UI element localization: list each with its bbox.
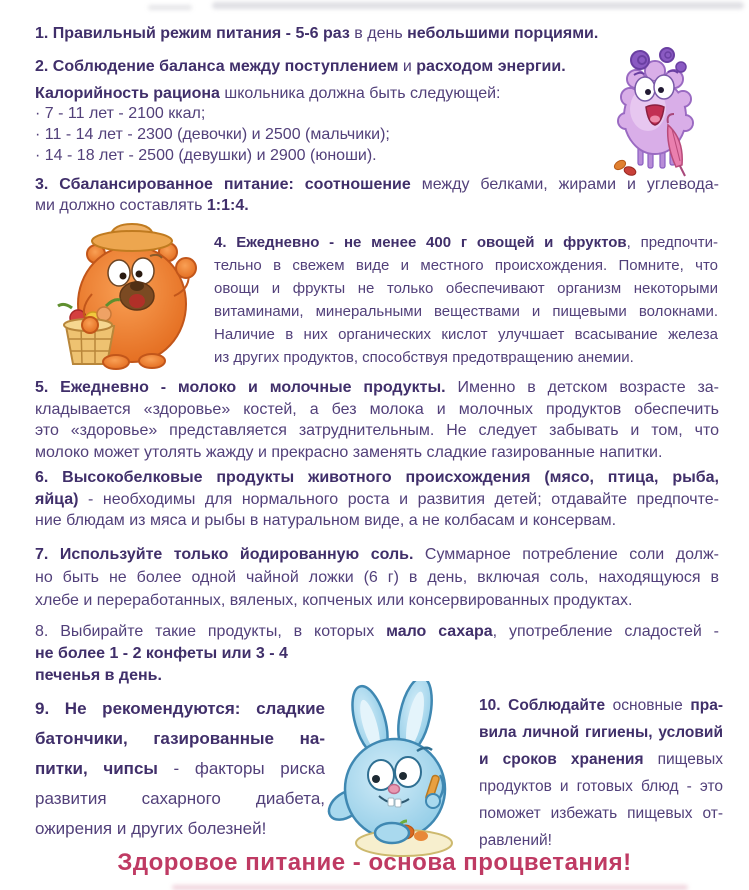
text-segment: пра- <box>690 697 723 714</box>
text-segment: небольшими порциями. <box>407 25 599 42</box>
text-segment: · 11 - 14 лет - 2300 (девочки) и 2500 (мальчики); <box>35 126 390 143</box>
cropped-top-text-remnant <box>148 5 192 10</box>
text-line <box>35 377 719 399</box>
text-segment: Наличие в них органических кислот улучшает всасывание железа <box>214 326 718 343</box>
text-line <box>214 323 718 346</box>
text-line <box>35 83 635 105</box>
text-line <box>479 800 723 827</box>
slogan-healthy-eating: Здоровое питание - основа процветания! <box>117 849 632 876</box>
text-segment: продуктов и готовых блюд - это <box>479 778 723 795</box>
barash-ram-illustration <box>610 47 702 180</box>
text-line <box>214 346 718 369</box>
text-segment: , употребление сладостей - <box>492 623 720 640</box>
blue-rabbit-icon <box>320 681 478 859</box>
text-segment: 5. Ежедневно - молоко и молочные продукты. <box>35 379 446 396</box>
text-line <box>35 694 325 724</box>
rule-10-hygiene-storage <box>479 692 723 854</box>
text-line <box>214 254 718 277</box>
rule-4-fruits-vegetables <box>214 231 718 369</box>
text-line <box>35 23 727 45</box>
text-segment: из других продуктов, способствуя предотвращению анемии. <box>214 349 634 366</box>
text-segment: 8. Выбирайте такие продукты, в которых <box>35 623 387 640</box>
text-segment: в день <box>354 25 408 42</box>
cropped-bottom-remnant <box>172 885 688 890</box>
text-segment: тельно в свежем виде и местного происхождения. Помните, что <box>214 257 718 274</box>
calorie-intro <box>35 83 635 105</box>
text-line <box>35 510 719 532</box>
text-line <box>35 724 325 754</box>
text-segment: поможет избежать пищевых от- <box>479 805 723 822</box>
kopatych-bear-illustration <box>44 222 204 370</box>
text-segment: печенья в день. <box>35 667 162 684</box>
text-line <box>35 643 719 665</box>
text-line <box>35 195 719 216</box>
age-calories-list <box>35 103 635 166</box>
text-line <box>35 442 719 464</box>
rule-1-meal-schedule <box>35 23 727 45</box>
text-segment: между белками, жирами и углевода- <box>421 176 719 193</box>
cropped-top-text-remnant <box>212 2 744 9</box>
text-line <box>35 467 719 489</box>
rule-5-milk-products <box>35 377 719 463</box>
text-segment: кладывается «здоровье» костей, а без молока и молочных продуктов обеспечить <box>35 400 719 418</box>
text-segment: , предпочти- <box>626 234 718 251</box>
text-line <box>35 399 719 421</box>
text-line <box>35 489 719 511</box>
text-segment: 1:1:4. <box>206 197 249 214</box>
text-line <box>35 566 719 589</box>
text-segment: овощи и фрукты не только обеспечивают организм некоторыми <box>214 280 718 297</box>
text-line <box>35 103 635 124</box>
rule-9-not-recommended <box>35 694 325 844</box>
text-line <box>479 719 723 746</box>
text-segment: - необходимы для нормального роста и развития детей; отдавайте предпочте- <box>78 490 719 508</box>
text-line <box>35 56 635 78</box>
text-segment: яйца) <box>35 490 79 508</box>
krosh-rabbit-illustration <box>320 681 478 859</box>
text-segment: · 7 - 11 лет - 2100 ккал; <box>35 105 206 122</box>
text-segment: 10. Соблюдайте <box>479 697 606 714</box>
text-segment: Калорийность рациона <box>35 85 225 102</box>
text-segment: - факторы риска <box>157 759 325 778</box>
text-segment: и <box>402 58 417 75</box>
rule-7-iodized-salt <box>35 543 719 612</box>
rule-8-low-sugar <box>35 621 719 687</box>
text-segment: ние блюдам из мяса и рыбы в натуральном виде, а не колбасам и консервам. <box>35 512 617 529</box>
text-line <box>35 814 325 844</box>
text-segment: молоко может утолять жажду и прекрасно заменять сладкие газированные напитки. <box>35 443 663 461</box>
text-segment: школьника должна быть следующей: <box>224 85 501 102</box>
text-line <box>479 746 723 773</box>
rule-6-protein-products <box>35 467 719 532</box>
text-line <box>214 300 718 323</box>
text-line <box>35 145 635 166</box>
purple-ram-icon <box>610 47 702 180</box>
text-segment: 6. Высокобелковые продукты животного происхождения (мясо, птица, рыба, <box>35 469 719 486</box>
text-segment: и сроков хранения <box>479 751 644 768</box>
text-line <box>35 784 325 814</box>
text-line <box>35 543 719 566</box>
text-segment: 3. Сбалансированное питание: соотношение <box>35 176 422 193</box>
text-line <box>214 231 718 254</box>
text-line <box>35 589 719 612</box>
rule-2-energy-balance <box>35 56 635 78</box>
text-line <box>479 773 723 800</box>
text-segment: расходом энергии. <box>416 58 566 75</box>
text-line <box>35 420 719 442</box>
text-segment: равлений! <box>479 832 552 849</box>
text-segment: не более 1 - 2 конфеты или 3 - 4 <box>35 645 288 662</box>
text-segment: Суммарное потребление соли долж- <box>413 546 719 563</box>
text-segment: витаминами, минеральными веществами и пищевыми волокнами. <box>214 303 718 320</box>
text-line <box>35 754 325 784</box>
text-segment: 9. Не рекомендуются: сладкие <box>35 699 325 718</box>
text-segment: питки, чипсы <box>35 759 158 778</box>
text-line <box>35 124 635 145</box>
text-segment: 7. Используйте только йодированную соль. <box>35 546 414 563</box>
text-segment: хлебе и переработанных, вяленых, копченых или консервированных продуктах. <box>35 592 633 609</box>
text-segment: это «здоровье» представляется затруднительным. Не следует забывать и том, что <box>35 422 719 439</box>
text-line <box>214 277 718 300</box>
text-segment: · 14 - 18 лет - 2500 (девушки) и 2900 (юноши). <box>35 147 377 164</box>
text-segment: развития сахарного диабета, <box>35 789 325 808</box>
text-segment: но быть не более одной чайной ложки (6 г) в день, включая соль, находящуюся в <box>35 569 719 586</box>
text-segment: ми должно составлять <box>35 197 207 214</box>
text-segment: вила личной гигиены, условий <box>479 724 723 741</box>
text-line <box>35 174 719 195</box>
text-segment: мало сахара <box>386 623 493 640</box>
text-line <box>479 692 723 719</box>
text-line <box>35 621 719 643</box>
text-segment: основные <box>605 697 691 714</box>
text-segment: Именно в детском возрасте за- <box>445 379 720 396</box>
text-segment: ожирения и других болезней! <box>35 819 267 838</box>
text-segment: батончики, газированные на- <box>35 729 325 748</box>
rule-3-balanced-nutrition <box>35 174 719 216</box>
text-segment: пищевых <box>643 751 723 768</box>
text-segment: 4. Ежедневно - не менее 400 г овощей и фруктов <box>214 234 627 251</box>
orange-bear-icon <box>44 222 204 370</box>
text-segment: 2. Соблюдение баланса между поступлением <box>35 58 403 75</box>
text-segment: 1. Правильный режим питания - 5-6 раз <box>35 25 355 42</box>
